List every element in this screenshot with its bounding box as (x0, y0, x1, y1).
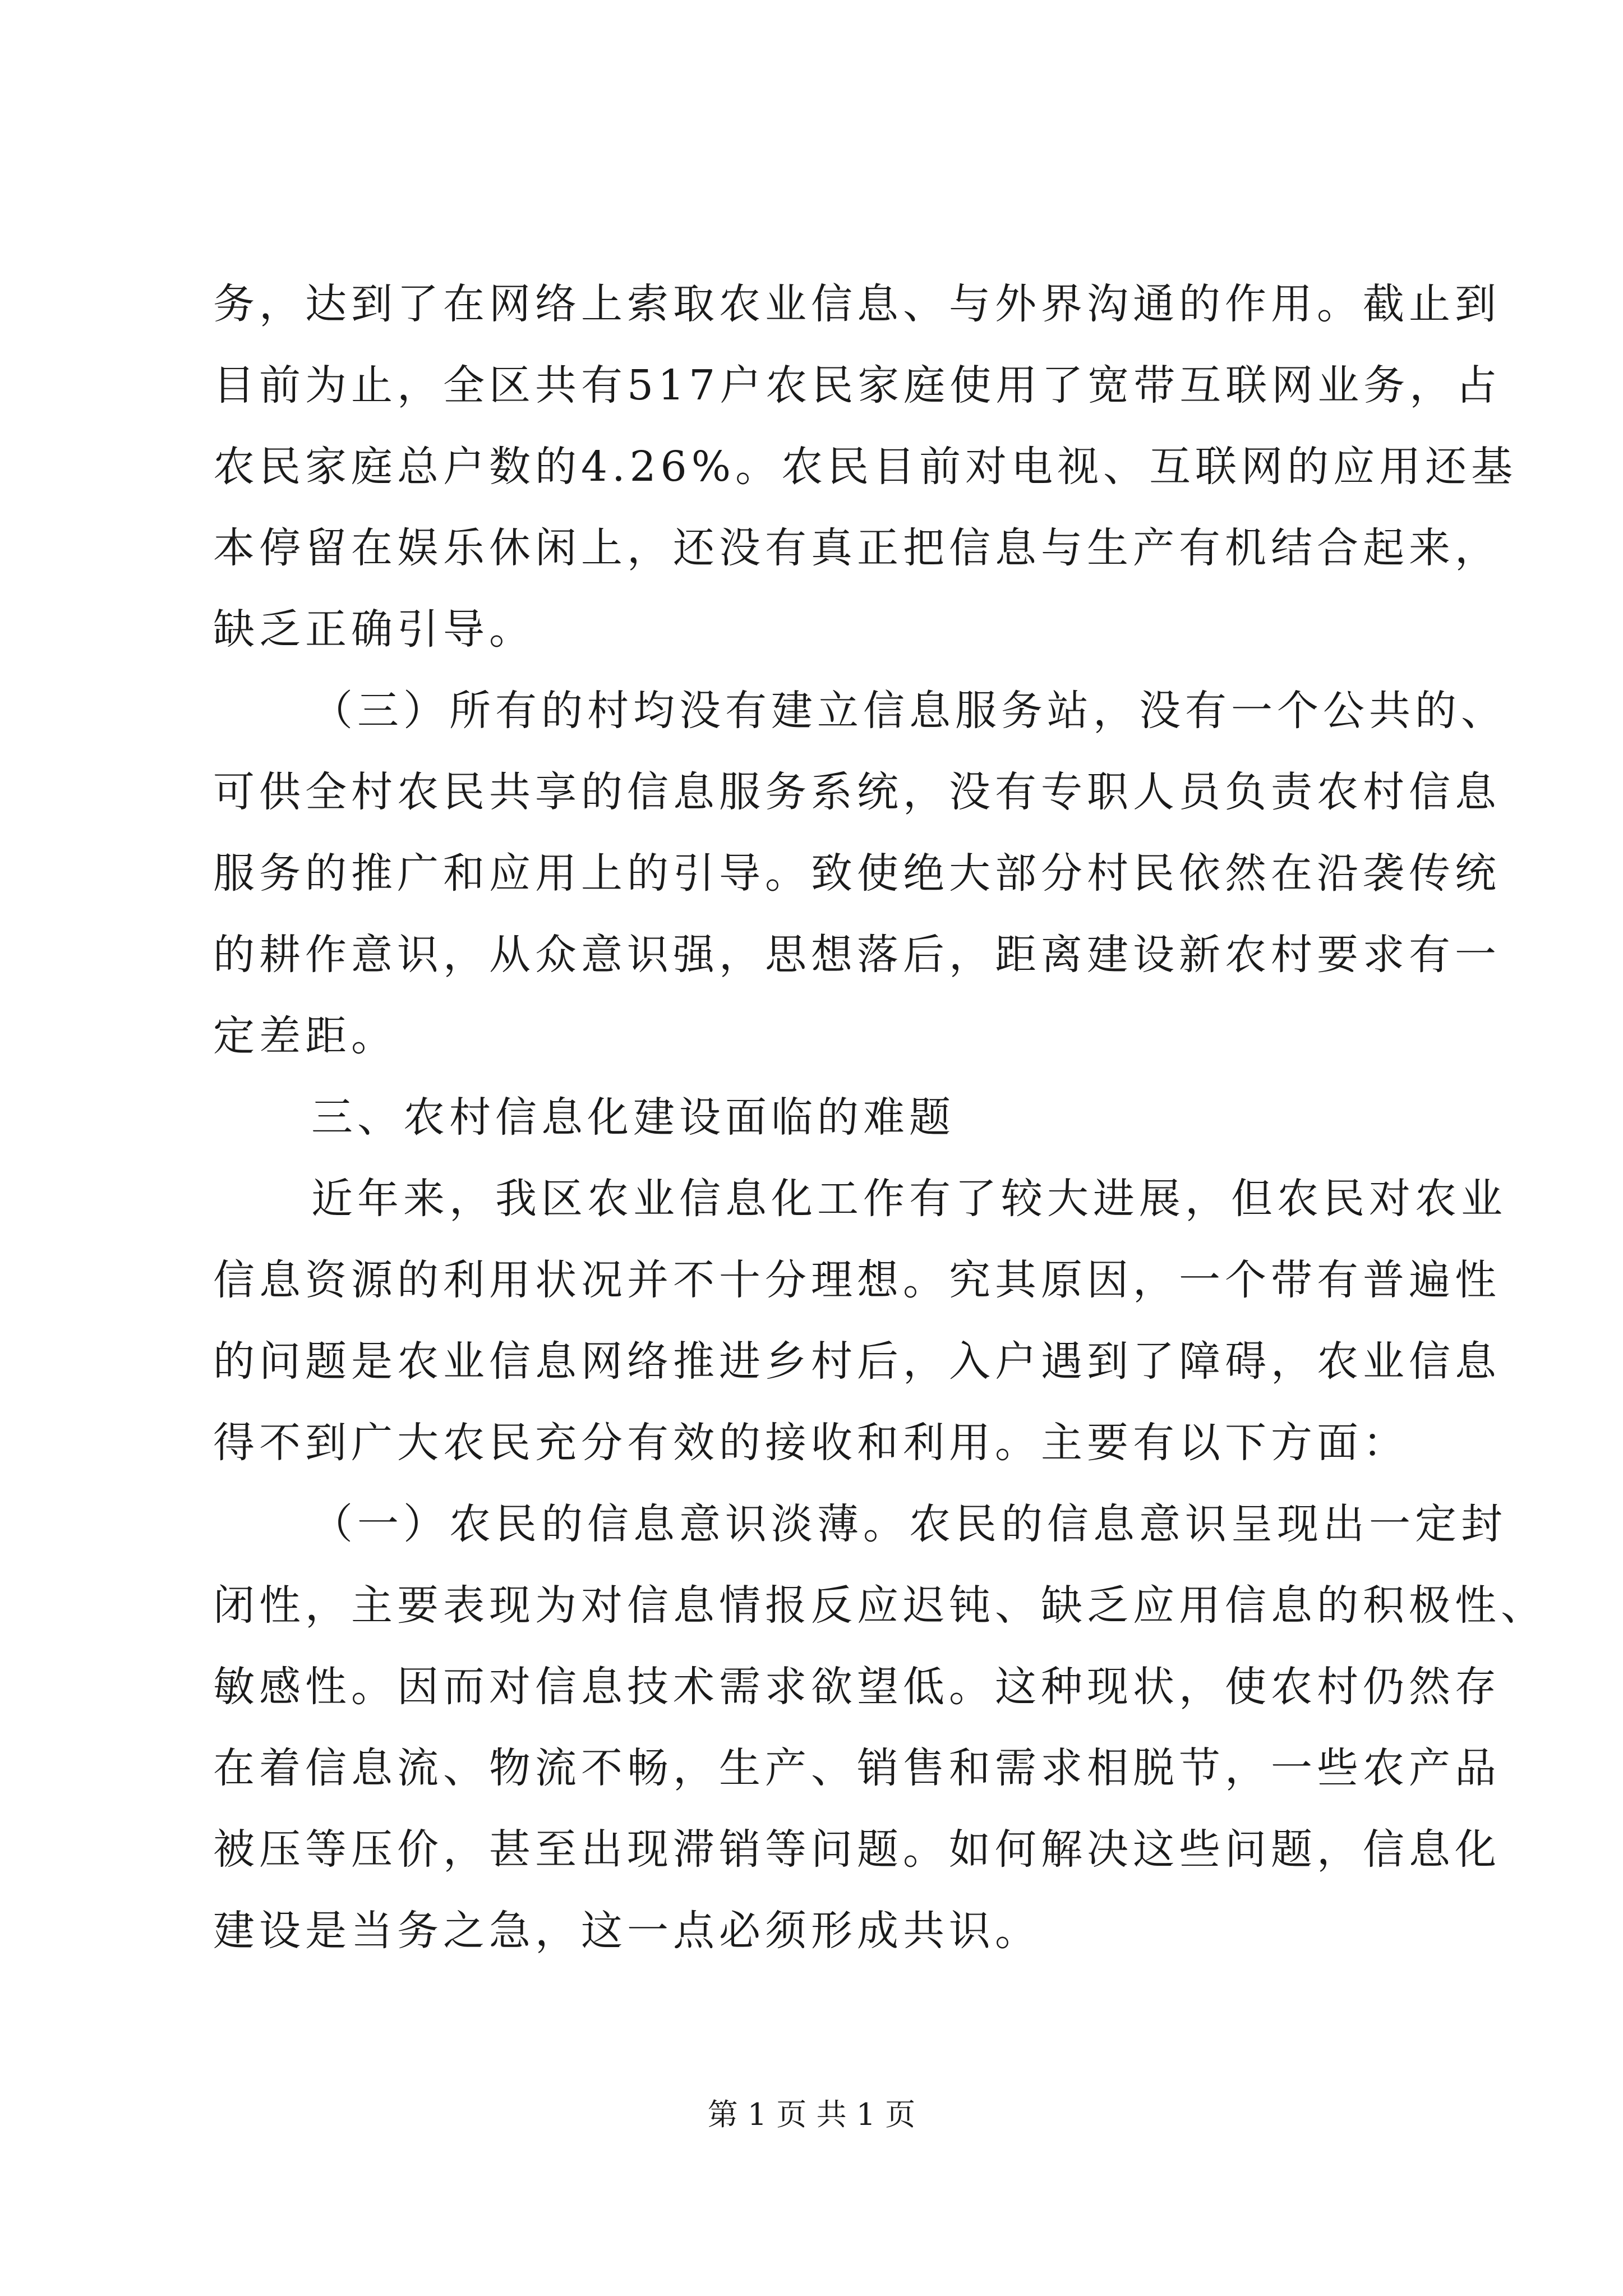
text-line: 信息资源的利用状况并不十分理想。究其原因，一个带有普遍性 (213, 1256, 1501, 1304)
text-line: 建设是当务之急，这一点必须形成共识。 (213, 1907, 1041, 1955)
text-line: 敏感性。因而对信息技术需求欲望低。这种现状，使农村仍然存 (213, 1663, 1501, 1711)
text-line: 缺乏正确引导。 (213, 605, 535, 654)
text-line: 定差距。 (213, 1012, 397, 1060)
paragraph-start-line: （一）农民的信息意识淡薄。农民的信息意识呈现出一定封 (311, 1500, 1507, 1548)
text-line: 服务的推广和应用上的引导。致使绝大部分村民依然在沿袭传统 (213, 849, 1501, 898)
text-line: 在着信息流、物流不畅，生产、销售和需求相脱节，一些农产品 (213, 1744, 1501, 1792)
paragraph-start-line: 近年来，我区农业信息化工作有了较大进展，但农民对农业 (311, 1175, 1507, 1223)
text-line: 得不到广大农民充分有效的接收和利用。主要有以下方面： (213, 1419, 1409, 1467)
paragraph-start-line: （三）所有的村均没有建立信息服务站，没有一个公共的、 (311, 687, 1507, 735)
text-line: 农民家庭总户数的4.26%。农民目前对电视、互联网的应用还基 (213, 443, 1518, 491)
document-body (213, 264, 1547, 1972)
text-line: 目前为止，全区共有517户农民家庭使用了宽带互联网业务，占 (213, 361, 1502, 409)
section-heading: 三、农村信息化建设面临的难题 (311, 1093, 955, 1142)
text-line: 本停留在娱乐休闲上，还没有真正把信息与生产有机结合起来， (213, 524, 1501, 572)
text-line: 的耕作意识，从众意识强，思想落后，距离建设新农村要求有一 (213, 931, 1501, 979)
text-line: 务，达到了在网络上索取农业信息、与外界沟通的作用。截止到 (213, 280, 1501, 328)
text-line: 闭性，主要表现为对信息情报反应迟钝、缺乏应用信息的积极性、 (213, 1581, 1547, 1630)
text-line: 被压等压价，甚至出现滞销等问题。如何解决这些问题，信息化 (213, 1825, 1501, 1874)
page-number-footer: 第 1 页 共 1 页 (707, 2097, 916, 2132)
text-line: 可供全村农民共享的信息服务系统，没有专职人员负责农村信息 (213, 768, 1501, 816)
text-line: 的问题是农业信息网络推进乡村后，入户遇到了障碍，农业信息 (213, 1337, 1501, 1386)
